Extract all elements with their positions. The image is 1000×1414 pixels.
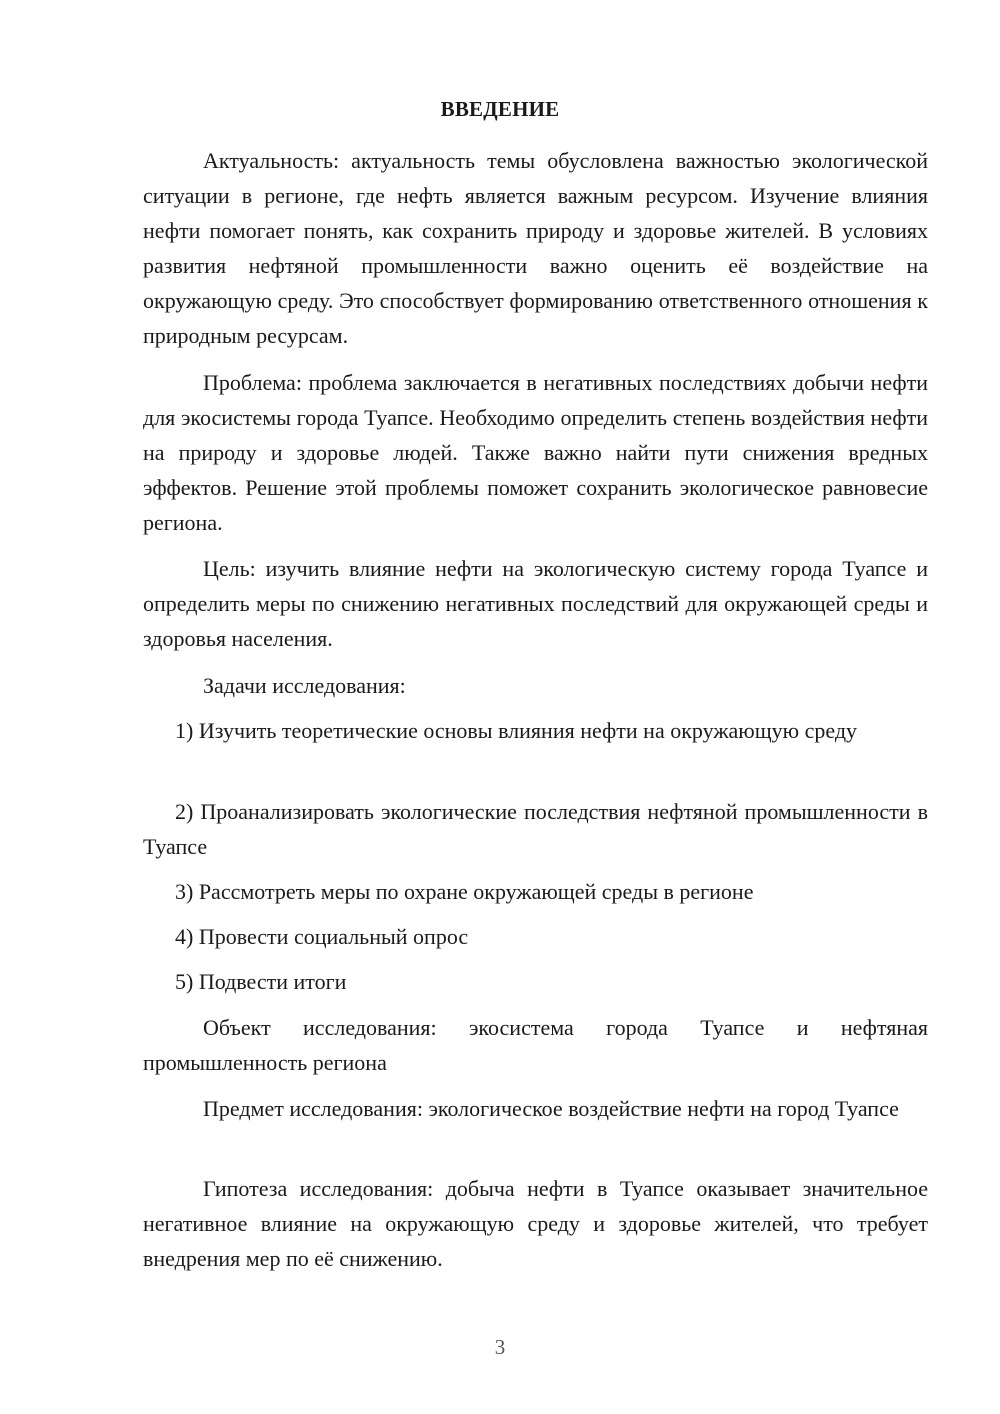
paragraph-research-object: Объект исследования: экосистема города Туапсе и нефтяная промышленность региона xyxy=(143,1015,928,1075)
list-item-task-3: 3) Рассмотреть меры по охране окружающей среды в регионе xyxy=(175,879,754,904)
paragraph-relevance: Актуальность: актуальность темы обусловлена важностью экологической ситуации в регионе, где нефть является важным ресурсом. Изучение влияния нефти помогает понять, как сохранить природу и здоровье жителей. В условиях развития нефтяной промышленности важно оценить её воздействие на окружающую среду. Это способствует формированию ответственного отношения к природным ресурсам. xyxy=(143,148,928,348)
list-item-task-1: 1) Изучить теоретические основы влияния нефти на окружающую среду xyxy=(175,718,858,743)
paragraph-tasks-heading: Задачи исследования: xyxy=(203,673,406,698)
page-number: 3 xyxy=(494,1335,506,1359)
page-title: ВВЕДЕНИЕ xyxy=(440,97,560,121)
paragraph-hypothesis: Гипотеза исследования: добыча нефти в Туапсе оказывает значительное негативное влияние на окружающую среду и здоровье жителей, что требует внедрения мер по её снижению. xyxy=(143,1176,928,1271)
list-item-task-2: 2) Проанализировать экологические последствия нефтяной промышленности в Туапсе xyxy=(143,799,928,859)
list-item-task-5: 5) Подвести итоги xyxy=(175,969,347,994)
paragraph-research-subject: Предмет исследования: экологическое воздействие нефти на город Туапсе xyxy=(203,1096,899,1121)
list-item-task-4: 4) Провести социальный опрос xyxy=(175,924,469,949)
paragraph-problem: Проблема: проблема заключается в негативных последствиях добычи нефти для экосистемы города Туапсе. Необходимо определить степень воздействия нефти на природу и здоровье людей. Также важно найти пути снижения вредных эффектов. Решение этой проблемы поможет сохранить экологическое равновесие региона. xyxy=(143,370,928,535)
paragraph-goal: Цель: изучить влияние нефти на экологическую систему города Туапсе и определить меры по снижению негативных последствий для окружающей среды и здоровья населения. xyxy=(143,556,928,651)
